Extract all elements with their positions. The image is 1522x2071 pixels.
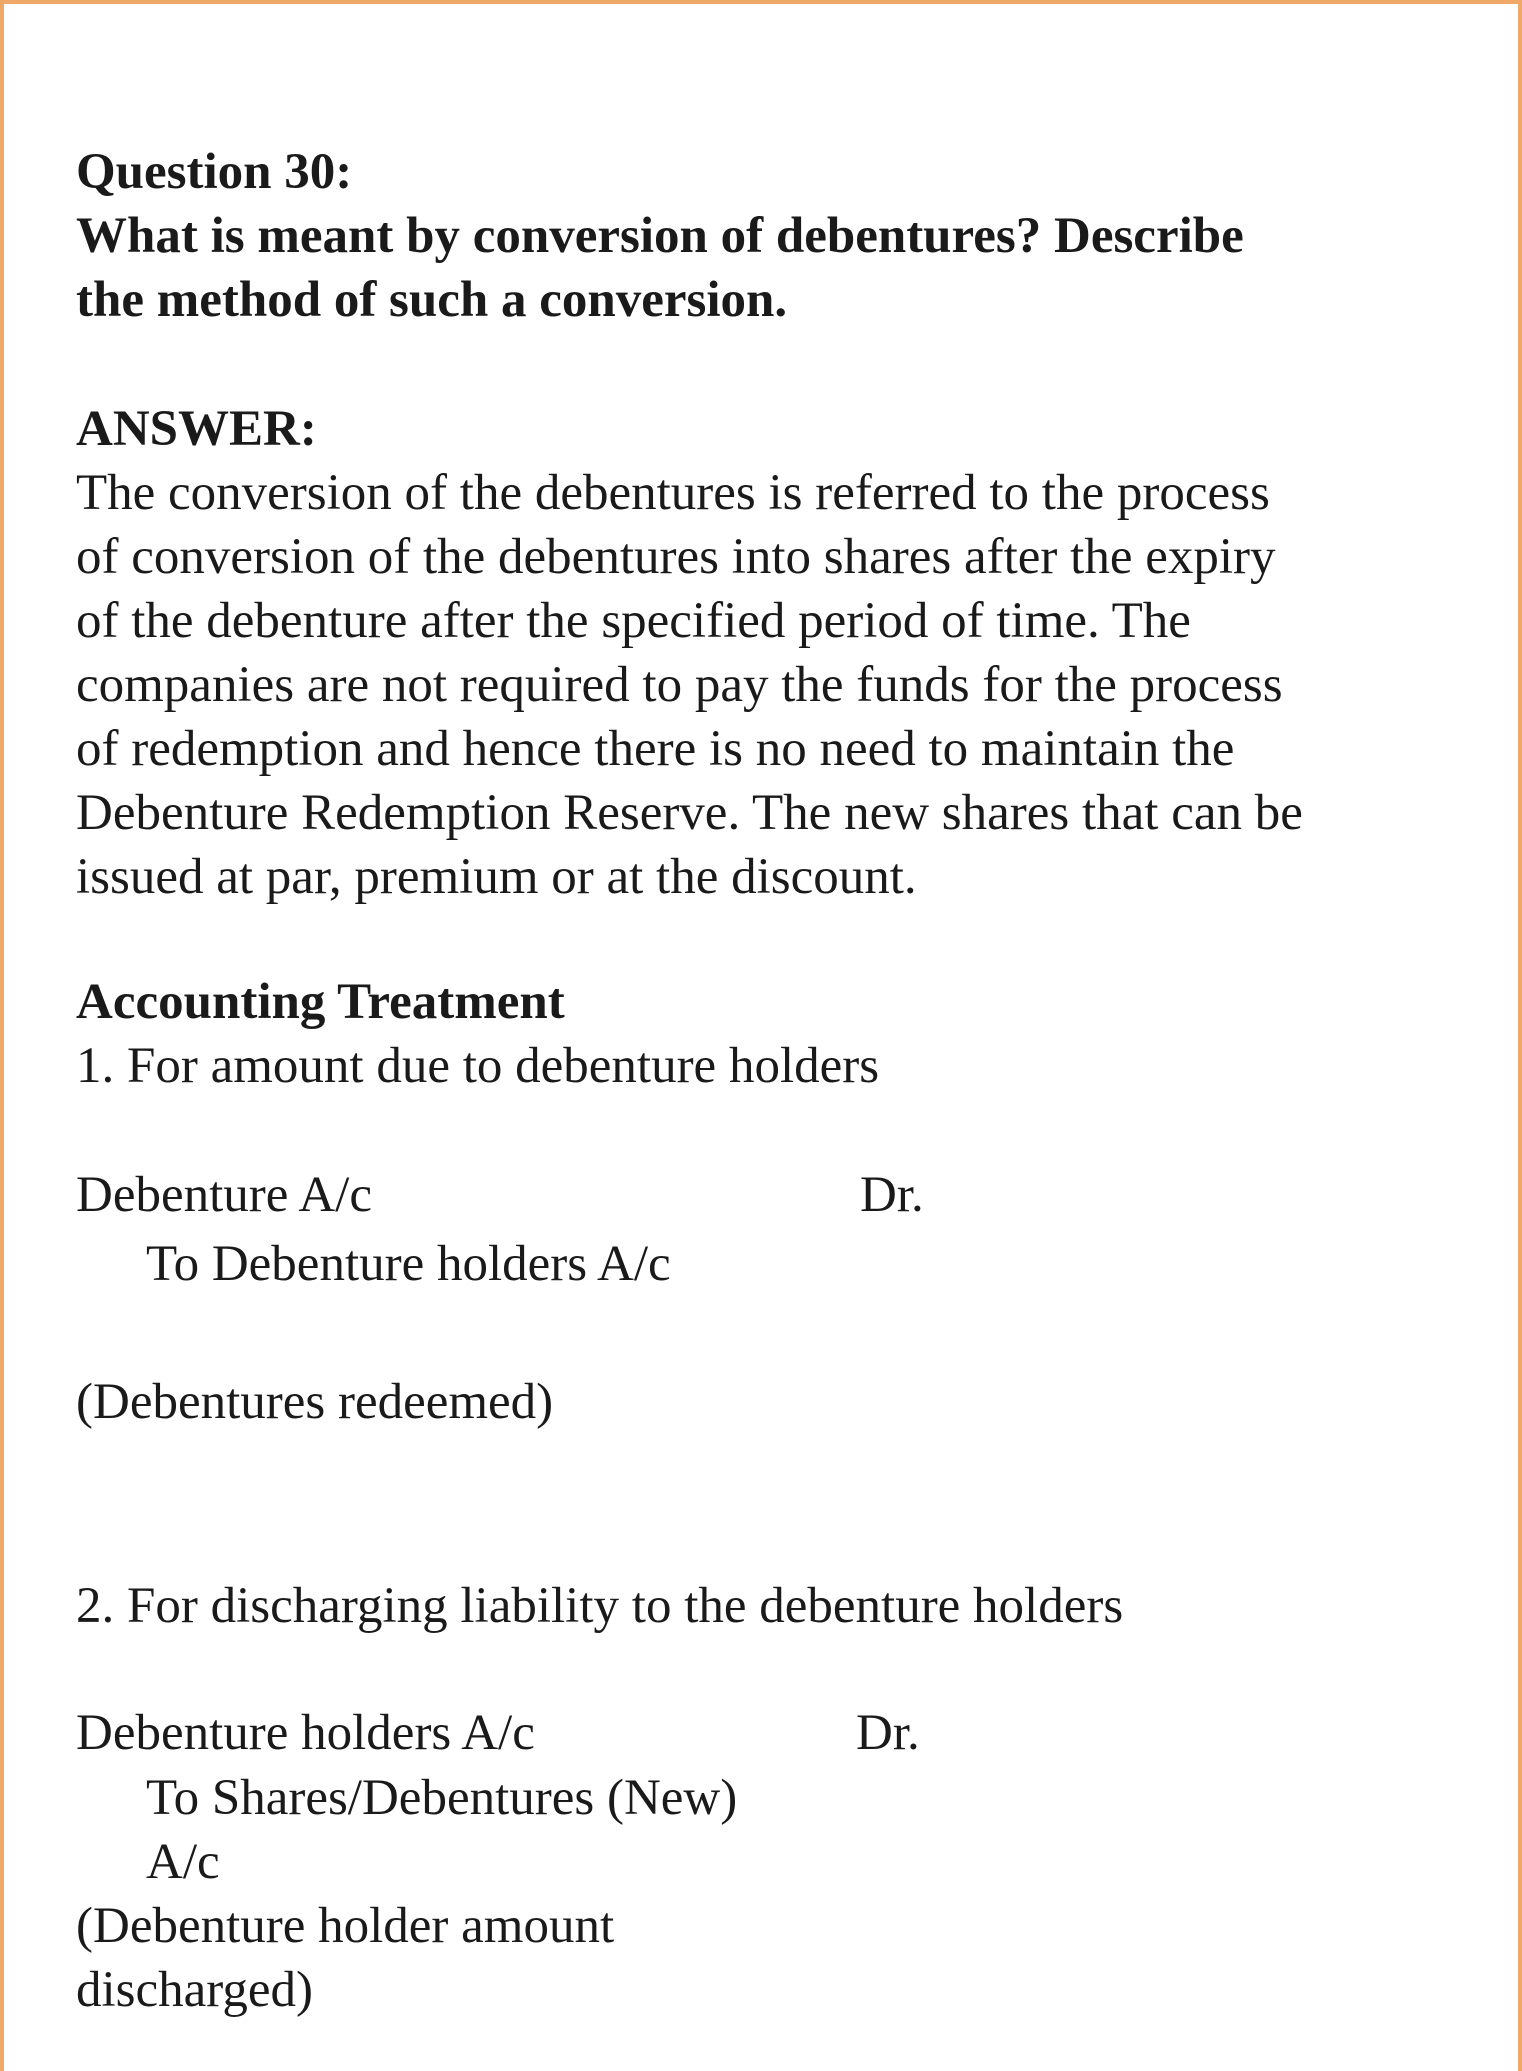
answer-line-6: Debenture Redemption Reserve. The new shares that can be — [76, 785, 1303, 841]
entry1-dr: Dr. — [860, 1167, 924, 1223]
entry2-debit: Debenture holders A/c — [76, 1705, 535, 1761]
answer-line-5: of redemption and hence there is no need to maintain the — [76, 721, 1235, 777]
answer-line-1: The conversion of the debentures is referred to the process — [76, 465, 1270, 521]
question-line-1: What is meant by conversion of debentures? Describe — [76, 208, 1244, 264]
entry2-caption: 2. For discharging liability to the debenture holders — [76, 1578, 1124, 1634]
entry2-credit-line-1: To Shares/Debentures (New) — [146, 1770, 738, 1826]
entry2-narration-line-1: (Debenture holder amount — [76, 1898, 615, 1954]
treatment-heading: Accounting Treatment — [76, 974, 565, 1030]
entry2-credit — [76, 1766, 737, 1894]
question-title: Question 30: — [76, 144, 353, 200]
answer-line-7: issued at par, premium or at the discount. — [76, 849, 917, 905]
entry2-narration-line-2: discharged) — [76, 1962, 313, 2018]
question-block — [76, 140, 1244, 332]
answer-block — [76, 397, 1303, 909]
answer-line-4: companies are not required to pay the funds for the process — [76, 657, 1283, 713]
entry1-credit: To Debenture holders A/c — [146, 1236, 671, 1292]
entry1-caption: 1. For amount due to debenture holders — [76, 1038, 880, 1094]
treatment-block — [76, 970, 879, 1098]
answer-heading: ANSWER: — [76, 401, 317, 457]
entry2-dr: Dr. — [856, 1705, 920, 1761]
entry1-debit: Debenture A/c — [76, 1167, 372, 1223]
answer-line-2: of conversion of the debentures into shares after the expiry — [76, 529, 1276, 585]
entry2-credit-line-2: A/c — [146, 1834, 220, 1890]
answer-line-3: of the debenture after the specified period of time. The — [76, 593, 1191, 649]
entry1-narration: (Debentures redeemed) — [76, 1374, 554, 1430]
entry2-narration — [76, 1894, 614, 2022]
question-line-2: the method of such a conversion. — [76, 272, 788, 328]
